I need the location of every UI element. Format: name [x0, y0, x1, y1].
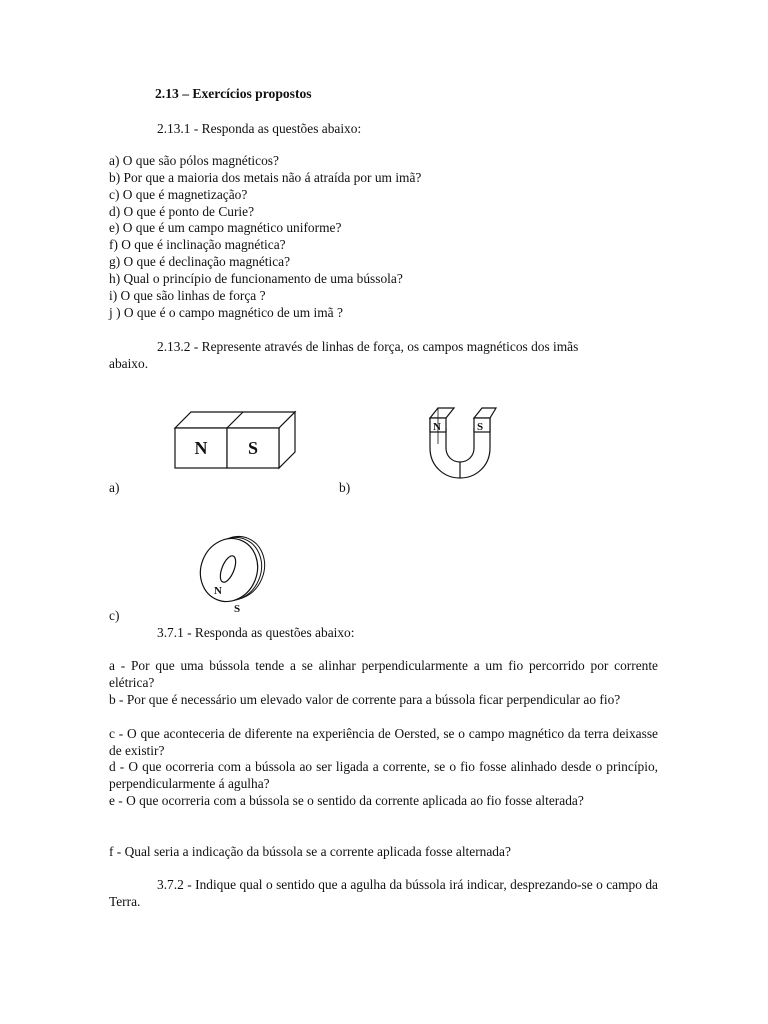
- figure-a-label: a): [109, 480, 120, 495]
- horseshoe-left-top: [430, 408, 454, 418]
- bar-magnet-n-label: N: [194, 438, 208, 458]
- ring-s-label: S: [234, 603, 241, 615]
- question-3-b: b - Por que é necessário um elevado valor de corrente para a bússola ficar perpendicular ao fio?: [109, 692, 621, 707]
- figure-b-label: b): [339, 480, 351, 495]
- question-3-f: f - Qual seria a indicação da bússola se a corrente aplicada fosse alternada?: [109, 844, 511, 859]
- subsection-heading-2-13-2-cont: abaixo.: [109, 356, 149, 371]
- section-title: 2.13 – Exercícios propostos: [155, 86, 312, 101]
- question-3-a: a - Por que uma bússola tende a se alinhar perpendicularmente a um fio percorrido por corrente elétrica?: [109, 658, 658, 690]
- subsection-heading-2-13-2: 2.13.2 - Represente através de linhas de força, os campos magnéticos dos imãs: [157, 339, 579, 354]
- question-3-c: c - O que aconteceria de diferente na experiência de Oersted, se o campo magnético da terra deixasse de existir?: [109, 726, 658, 758]
- bar-magnet-figure: [170, 408, 300, 472]
- question-b: b) Por que a maioria dos metais não á atraída por um imã?: [109, 170, 422, 185]
- subsection-heading-2-13-1: 2.13.1 - Responda as questões abaixo:: [157, 121, 362, 136]
- question-d: d) O que é ponto de Curie?: [109, 204, 255, 219]
- question-e: e) O que é um campo magnético uniforme?: [109, 220, 342, 235]
- question-j: j ) O que é o campo magnético de um imã ?: [109, 305, 343, 320]
- horseshoe-magnet-figure: [424, 404, 496, 482]
- subsection-heading-3-7-2: 3.7.2 - Indique qual o sentido que a agulha da bússola irá indicar, desprezando-se o campo da Terra.: [109, 877, 658, 909]
- question-g: g) O que é declinação magnética?: [109, 254, 291, 269]
- question-h: h) Qual o princípio de funcionamento de uma bússola?: [109, 271, 403, 286]
- question-3-d: d - O que ocorreria com a bússola ao ser ligada a corrente, se o fio fosse alinhado desde o princípio, perpendicularmente á agulha?: [109, 759, 658, 791]
- horseshoe-s-label: S: [477, 421, 484, 433]
- question-a: a) O que são pólos magnéticos?: [109, 153, 279, 168]
- subsection-heading-3-7-1: 3.7.1 - Responda as questões abaixo:: [157, 625, 355, 640]
- question-c: c) O que é magnetização?: [109, 187, 248, 202]
- bar-magnet-s-label: S: [247, 438, 259, 458]
- figure-c-label: c): [109, 608, 120, 623]
- horseshoe-inner: [446, 428, 474, 462]
- ring-n-label: N: [214, 585, 222, 597]
- horseshoe-n-label: N: [433, 421, 441, 433]
- question-f: f) O que é inclinação magnética?: [109, 237, 286, 252]
- horseshoe-right-top: [474, 408, 496, 418]
- question-3-e: e - O que ocorreria com a bússola se o sentido da corrente aplicada ao fio fosse alterada?: [109, 793, 584, 808]
- ring-magnet-figure: [196, 532, 272, 614]
- question-i: i) O que são linhas de força ?: [109, 288, 266, 303]
